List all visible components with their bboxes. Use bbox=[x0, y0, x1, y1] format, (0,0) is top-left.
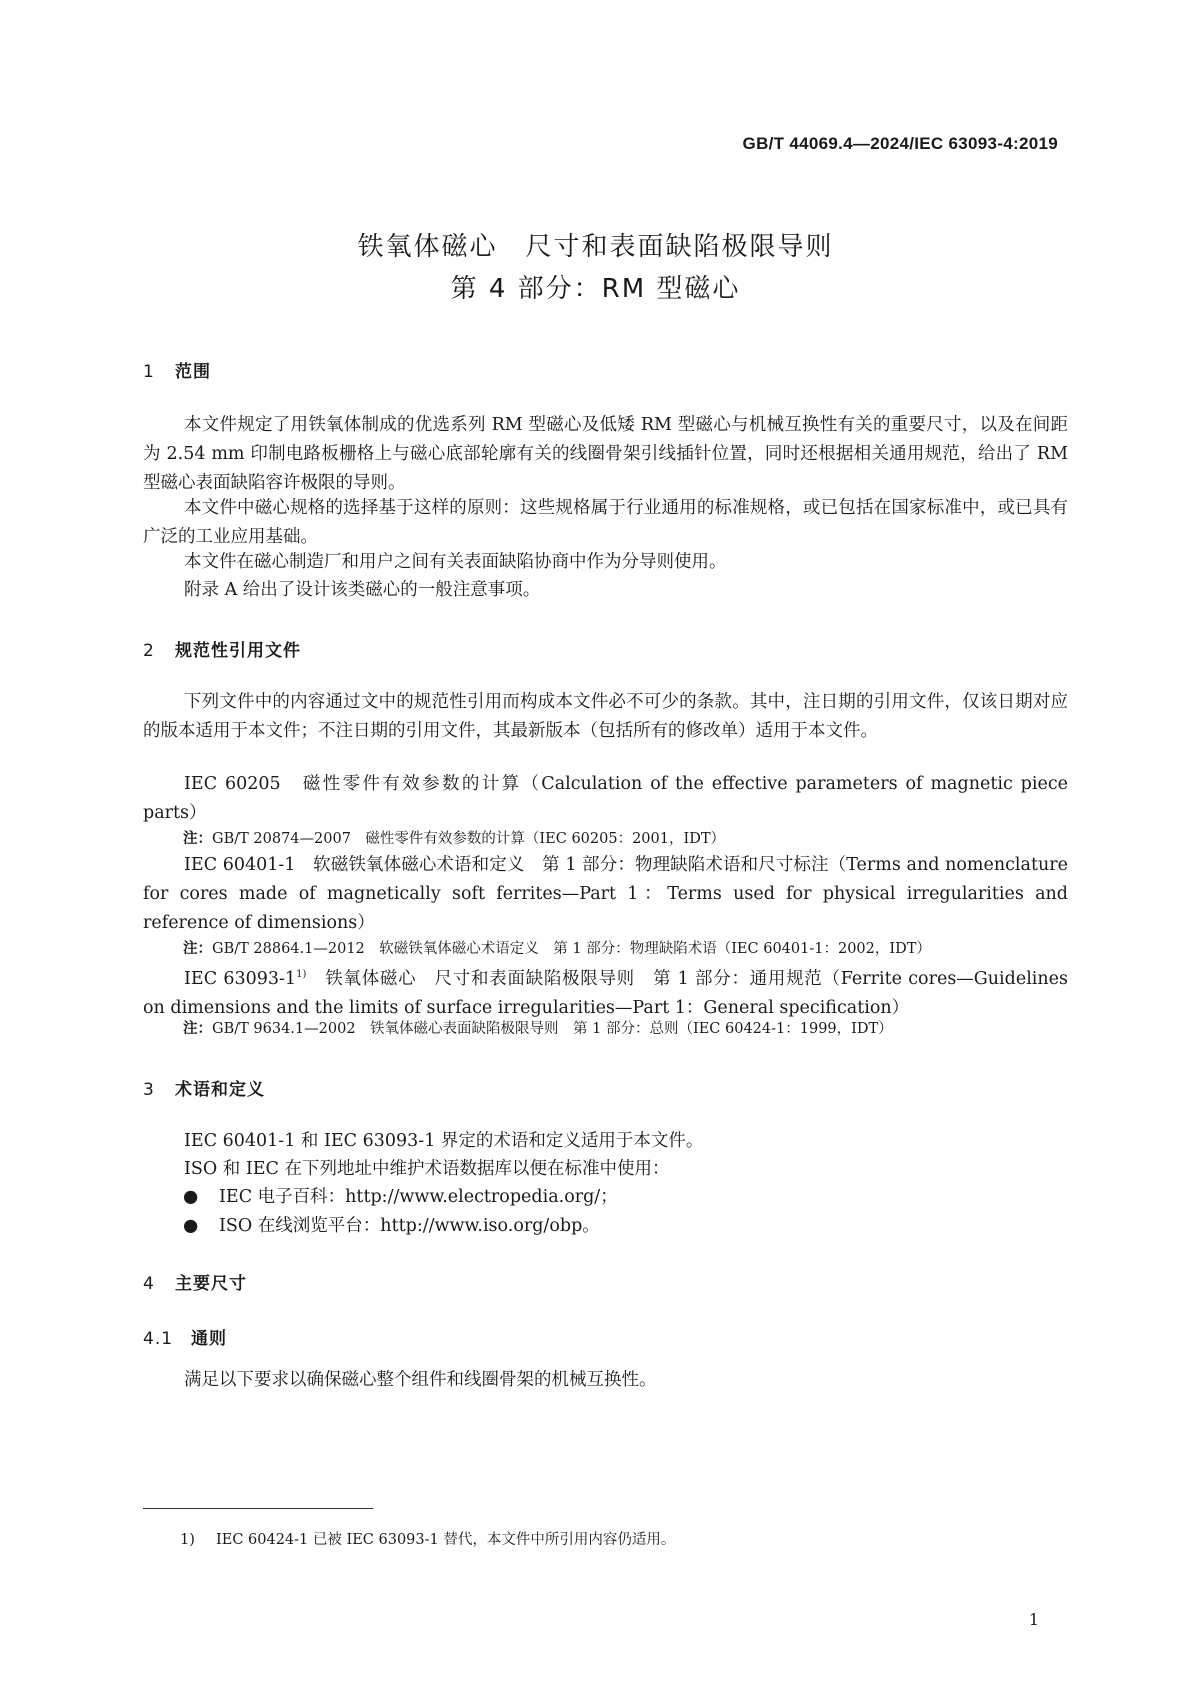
section-4-heading bbox=[143, 1269, 247, 1294]
section-4-1-para: 满足以下要求以确保磁心整个组件和线圈骨架的机械互换性。 bbox=[184, 1370, 657, 1390]
reference-item: IEC 60205 磁性零件有效参数的计算（Calculation of the effective parameters of magnetic piece parts） bbox=[143, 774, 1068, 823]
reference-item bbox=[143, 960, 1068, 1023]
footnote-text: IEC 60424-1 已被 IEC 63093-1 替代，本文件中所引用内容仍适用。 bbox=[216, 1532, 676, 1548]
reference-code: IEC 63093-1 bbox=[184, 968, 297, 989]
section-title: 通则 bbox=[191, 1329, 227, 1349]
section-title: 术语和定义 bbox=[175, 1080, 265, 1100]
reference-note bbox=[183, 939, 1068, 959]
bullet-text: ISO 在线浏览平台：http://www.iso.org/obp。 bbox=[219, 1216, 600, 1236]
page-number: 1 bbox=[1028, 1610, 1039, 1629]
section-title: 主要尺寸 bbox=[175, 1274, 247, 1294]
section-2-heading bbox=[143, 636, 301, 661]
section-title: 范围 bbox=[175, 362, 211, 382]
note-text: GB/T 28864.1—2012 软磁铁氧体磁心术语定义 第 1 部分：物理缺陷术语（IEC 60401-1：2002，IDT） bbox=[212, 941, 931, 957]
section-1-para-4: 附录 A 给出了设计该类磁心的一般注意事项。 bbox=[184, 580, 541, 600]
footnote bbox=[180, 1528, 675, 1549]
note-text: GB/T 9634.1—2002 铁氧体磁心表面缺陷极限导则 第 1 部分：总则（IEC 60424-1：1999，IDT） bbox=[212, 1021, 893, 1037]
section-2-intro: 下列文件中的内容通过文中的规范性引用而构成本文件必不可少的条款。其中，注日期的引用文件，仅该日期对应的版本适用于本文件；不注日期的引用文件，其最新版本（包括所有的修改单）适用于本文件。 bbox=[143, 692, 1068, 741]
note-text: GB/T 20874—2007 磁性零件有效参数的计算（IEC 60205：2001，IDT） bbox=[212, 831, 725, 847]
reference-item: IEC 60401-1 软磁铁氧体磁心术语和定义 第 1 部分：物理缺陷术语和尺寸标注（Terms and nomenclature for cores made of magnetically soft ferrites—Part 1：Terms used for physical irregularities and reference of dimensions） bbox=[143, 855, 1068, 933]
section-1-para-1: 本文件规定了用铁氧体制成的优选系列 RM 型磁心及低矮 RM 型磁心与机械互换性有关的重要尺寸，以及在间距为 2.54 mm 印制电路板栅格上与磁心底部轮廓有关的线圈骨架引线插针位置，同时还根据相关通用规范，给出了 RM 型磁心表面缺陷容许极限的导则。 bbox=[143, 415, 1068, 493]
bullet-text: IEC 电子百科：http://www.electropedia.org/； bbox=[219, 1187, 618, 1207]
bullet-item bbox=[183, 1212, 600, 1237]
document-title-line1: 铁氧体磁心 尺寸和表面缺陷极限导则 bbox=[357, 232, 834, 262]
standard-code: GB/T 44069.4—2024/IEC 63093-4:2019 bbox=[742, 134, 1058, 153]
section-3-para-2: ISO 和 IEC 在下列地址中维护术语数据库以便在标准中使用： bbox=[184, 1159, 670, 1179]
section-1-heading bbox=[143, 357, 211, 382]
reference-note bbox=[183, 1019, 1068, 1039]
section-4-1-heading bbox=[143, 1324, 227, 1349]
section-number: 3 bbox=[143, 1080, 155, 1100]
section-title: 规范性引用文件 bbox=[175, 641, 301, 661]
section-number: 2 bbox=[143, 641, 155, 661]
note-label: 注： bbox=[183, 1021, 212, 1037]
bullet-item bbox=[183, 1183, 618, 1208]
footnote-marker: 1) bbox=[296, 969, 307, 980]
bullet-dot-icon: ● bbox=[183, 1187, 199, 1207]
section-3-para-1: IEC 60401-1 和 IEC 63093-1 界定的术语和定义适用于本文件。 bbox=[184, 1131, 704, 1151]
section-number: 4 bbox=[143, 1274, 155, 1294]
footnote-mark: 1) bbox=[180, 1532, 195, 1548]
section-number: 1 bbox=[143, 362, 155, 382]
section-1-para-3: 本文件在磁心制造厂和用户之间有关表面缺陷协商中作为分导则使用。 bbox=[184, 552, 727, 572]
document-title-line2: 第 4 部分：RM 型磁心 bbox=[450, 274, 741, 304]
footnote-separator bbox=[143, 1508, 373, 1509]
note-label: 注： bbox=[183, 941, 212, 957]
section-number: 4.1 bbox=[143, 1329, 174, 1349]
reference-title: 铁氧体磁心 尺寸和表面缺陷极限导则 第 1 部分：通用规范（Ferrite cores—Guidelines on dimensions and the limits of surface irregularities—Part 1：General specification） bbox=[143, 968, 1069, 1018]
section-1-para-2: 本文件中磁心规格的选择基于这样的原则：这些规格属于行业通用的标准规格，或已包括在国家标准中，或已具有广泛的工业应用基础。 bbox=[143, 498, 1068, 547]
reference-note bbox=[183, 829, 1068, 849]
section-3-heading bbox=[143, 1075, 265, 1100]
note-label: 注： bbox=[183, 831, 212, 847]
bullet-dot-icon: ● bbox=[183, 1216, 199, 1236]
